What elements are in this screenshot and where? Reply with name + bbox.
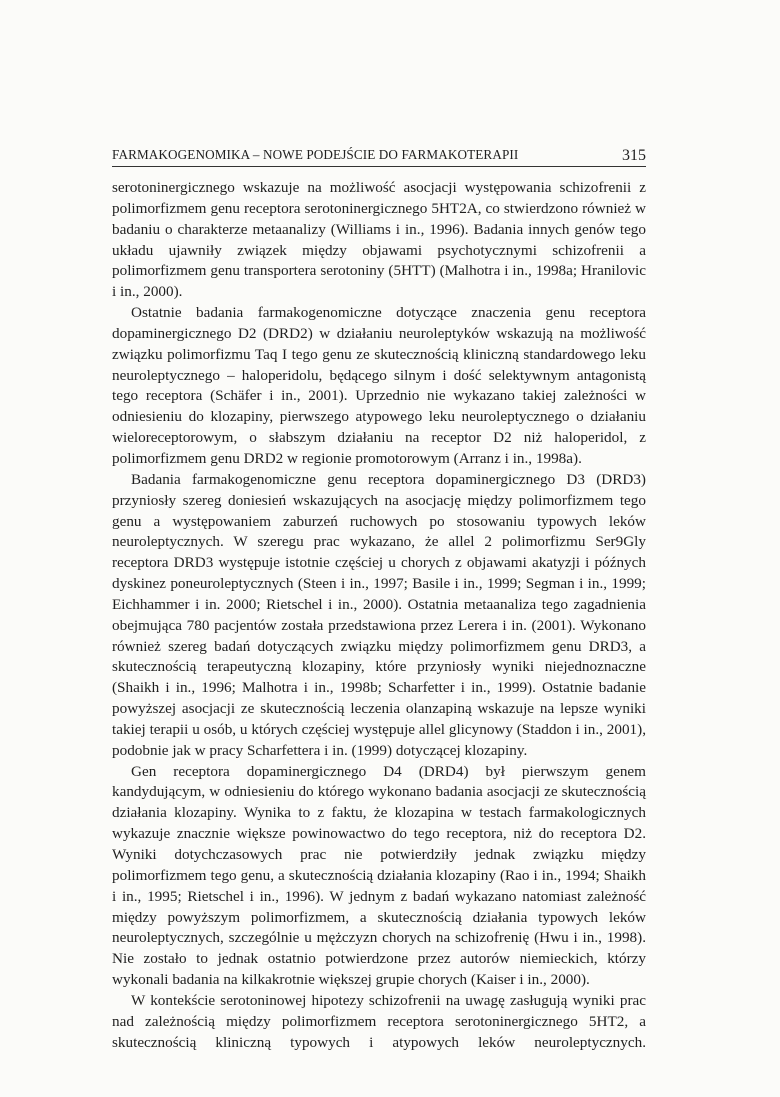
body-text: [112, 178, 646, 1053]
page-number: 315: [622, 147, 646, 164]
running-header-title: FARMAKOGENOMIKA – NOWE PODEJŚCIE DO FARMAKOTERAPII: [112, 147, 519, 162]
paragraph: Gen receptora dopaminergicznego D4 (DRD4) był pierwszym genem kandydującym, w odniesieniu do którego wykonano badania asocjacji ze skutecznością działania klozapiny. Wynika to z faktu, że klozapina w testach farmakologicznych wykazuje znacznie większe powinowactwo do tego receptora, niż do receptora D2. Wyniki dotychczasowych prac nie potwierdziły jednak związku między polimorfizmem tego genu, a skutecznością działania klozapiny (Rao i in., 1994; Shaikh i in., 1995; Rietschel i in., 1996). W jednym z badań wykazano natomiast zależność między powyższym polimorfizmem, a skutecznością działania typowych leków neuroleptycznych, szczególnie u mężczyzn chorych na schizofrenię (Hwu i in., 1998). Nie zostało to jednak ostatnio potwierdzone przez autorów niemieckich, którzy wykonali badania na kilkakrotnie większej grupie chorych (Kaiser i in., 2000).: [112, 762, 646, 989]
paragraph: Badania farmakogenomiczne genu receptora dopaminergicznego D3 (DRD3) przyniosły szereg doniesień wskazujących na asocjację między polimorfizmem tego genu a występowaniem zaburzeń ruchowych po stosowaniu typowych leków neuroleptycznych. W szeregu prac wykazano, że allel 2 polimorfizmu Ser9Gly receptora DRD3 występuje istotnie częściej u chorych z objawami akatyzji i późnych dyskinez poneuroleptycznych (Steen i in., 1997; Basile i in., 1999; Segman i in., 1999; Eichhammer i in. 2000; Rietschel i in., 2000). Ostatnia metaanaliza tego zagadnienia obejmująca 780 pacjentów została przedstawiona przez Lerera i in. (2001). Wykonano również szereg badań dotyczących związku między polimorfizmem genu DRD3, a skutecznością terapeutyczną klozapiny, które przyniosły wyniki niejednoznaczne (Shaikh i in., 1996; Malhotra i in., 1998b; Scharfetter i in., 1999). Ostatnie badanie powyższej asocjacji ze skutecznością leczenia olanzapiną wskazuje na lepsze wyniki takiej terapii u osób, u których częściej występuje allel glicynowy (Staddon i in., 2001), podobnie jak w pracy Scharfettera i in. (1999) dotyczącej klozapiny.: [112, 470, 646, 759]
paragraph: Ostatnie badania farmakogenomiczne dotyczące znaczenia genu receptora dopaminergicznego D2 (DRD2) w działaniu neuroleptyków wskazują na możliwość związku polimorfizmu Taq I tego genu ze skutecznością kliniczną standardowego leku neuroleptycznego – haloperidolu, będącego silnym i dość selektywnym antagonistą tego receptora (Schäfer i in., 2001). Uprzednio nie wykazano takiej zależności w odniesieniu do klozapiny, pierwszego atypowego leku neuroleptycznego o działaniu wieloreceptorowym, o słabszym działaniu na receptor D2 niż haloperidol, z polimorfizmem genu DRD2 w regionie promotorowym (Arranz i in., 1998a).: [112, 304, 646, 467]
paragraph: W kontekście serotoninowej hipotezy schizofrenii na uwagę zasługują wyniki prac nad zależnością między polimorfizmem receptora serotoninergicznego 5HT2, a skutecznością kliniczną typowych i atypowych leków neuroleptycznych.: [112, 991, 646, 1051]
paragraph: serotoninergicznego wskazuje na możliwość asocjacji występowania schizofrenii z polimorfizmem genu receptora serotoninergicznego 5HT2A, co stwierdzono również w badaniu o charakterze metaanalizy (Williams i in., 1996). Badania innych genów tego układu ujawniły związek między objawami psychotycznymi schizofrenii a polimorfizmem genu transportera serotoniny (5HTT) (Malhotra i in., 1998a; Hranilovic i in., 2000).: [112, 179, 646, 301]
running-header: [112, 146, 646, 167]
